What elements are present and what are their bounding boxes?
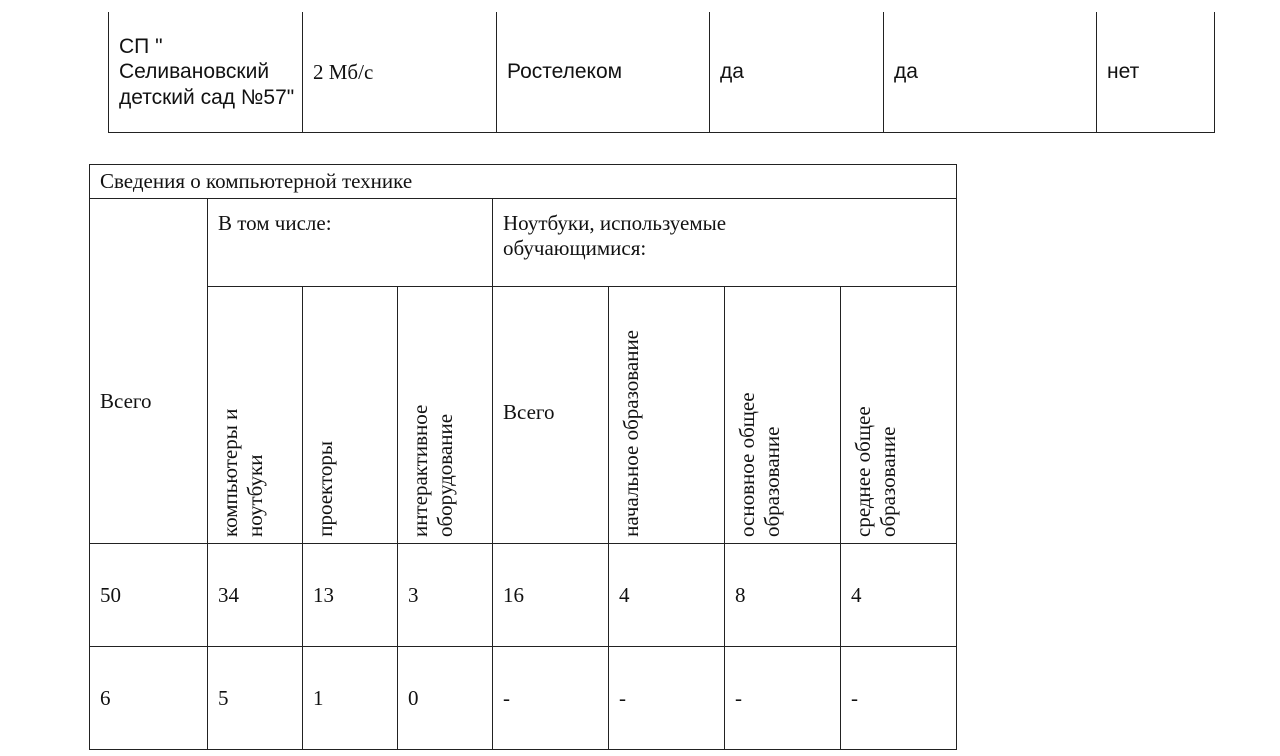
header-total: Всего [90, 199, 208, 544]
provider-cell: Ростелеком [497, 12, 710, 133]
cell-basic: - [725, 647, 841, 750]
header-interactive [398, 287, 493, 544]
table-row [109, 12, 1215, 133]
cell-basic: 8 [725, 544, 841, 647]
header-primary-label: начальное образование [619, 330, 643, 537]
computer-equipment-table [89, 164, 957, 750]
header-interactive-label: интерактивное оборудование [408, 404, 458, 537]
cell-projectors: 13 [303, 544, 398, 647]
header-projectors-label: проекторы [313, 441, 337, 537]
cell-nb-total: 16 [493, 544, 609, 647]
header-secondary [841, 287, 957, 544]
header-primary [609, 287, 725, 544]
cell-computers: 5 [208, 647, 303, 750]
header-computers-notebooks-label: компьютеры и ноутбуки [218, 408, 268, 537]
header-basic-label: основное общее образование [735, 392, 785, 537]
value-cell-5: да [884, 12, 1097, 133]
cell-computers: 34 [208, 544, 303, 647]
cell-interactive: 3 [398, 544, 493, 647]
organization-name-cell: СП " Селивановский детский сад №57" [109, 12, 303, 133]
connectivity-table [108, 12, 1215, 133]
cell-secondary: - [841, 647, 957, 750]
header-secondary-label: среднее общее образование [851, 406, 901, 537]
cell-projectors: 1 [303, 647, 398, 750]
header-projectors [303, 287, 398, 544]
cell-secondary: 4 [841, 544, 957, 647]
table-caption: Сведения о компьютерной технике [90, 165, 957, 199]
cell-primary: 4 [609, 544, 725, 647]
cell-primary: - [609, 647, 725, 750]
header-basic [725, 287, 841, 544]
header-notebooks-total: Всего [493, 287, 609, 544]
table-row [90, 647, 957, 750]
cell-nb-total: - [493, 647, 609, 750]
table-row [90, 544, 957, 647]
value-cell-4: да [710, 12, 884, 133]
value-cell-6: нет [1097, 12, 1215, 133]
header-computers-notebooks [208, 287, 303, 544]
cell-total: 6 [90, 647, 208, 750]
internet-speed-cell: 2 Мб/с [303, 12, 497, 133]
header-notebooks-students: Ноутбуки, используемые обучающимися: [493, 199, 957, 287]
cell-total: 50 [90, 544, 208, 647]
cell-interactive: 0 [398, 647, 493, 750]
header-including: В том числе: [208, 199, 493, 287]
